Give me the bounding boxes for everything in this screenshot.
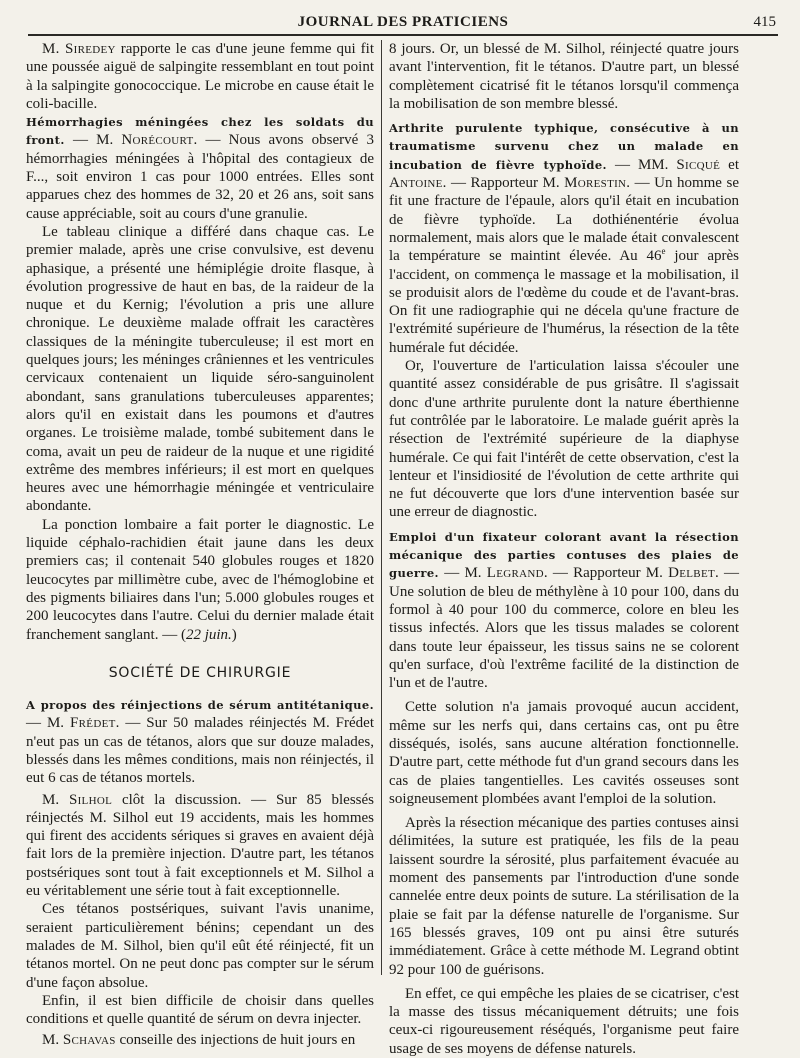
dash: — M. (438, 565, 487, 582)
journal-title: JOURNAL DES PRATICIENS (297, 14, 509, 30)
article-heading: Hémorrhagies méningées chez les soldats du front. (26, 115, 374, 148)
paragraph-text: . — Une solution de bleu de méthylène à 10 pour 100, dans du formol à 40 pour 100 du commerce, colore en bleu les tissus infectés. Alors que les tissus malades se colorent dans toute leur épaisseur, les tissus sains ne se colorent qu'en surface, d'où l'extrême facilité de la distinction de l'un et de l'autre. (389, 565, 739, 692)
paragraph-continuation: 8 jours. Or, un blessé de M. Silhol, réinjecté quatre jours avant l'intervention, fit le tétanos. D'autre part, un blessé complètement cicatrisé fit le tétanos lorsqu'il commença la mobilisation de son membre blessé. (389, 41, 739, 112)
paragraph-enfin: Enfin, il est bien difficile de choisir dans quelles conditions et quelle quantité de sérum on devra injecter. (26, 992, 374, 1028)
author-name: Morestin (564, 175, 627, 192)
section-title: SOCIÉTÉ DE CHIRURGIE (108, 664, 292, 681)
author-name: Antoine (389, 175, 443, 192)
paragraph-tetanos-postseriques: Ces tétanos postsériques, suivant l'avis unanime, seraient particulièrement bénins; cependant un des malades de M. Silhol, bien qu'il eût été réinjecté, fit un tétanos mortel. On ne peut donc pas compter sur le sérum d'une façon absolue. (26, 901, 374, 991)
dash: — M. (64, 132, 122, 149)
superscript: e (661, 246, 666, 257)
paragraph-text: La ponction lombaire a fait porter le diagnostic. Le liquide céphalo-rachidien était jaune dans les deux premiers cas; il contenait 540 globules rouges et 1820 leucocytes par millimètre cube, avec de l'hémoglobine et des pigments biliaires dans l'un; 5.000 globules rouges et 200 leucocytes dans l'autre. Celui du dernier malade était franchement sanglant. — ( (26, 516, 374, 643)
paragraph-resection: Après la résection mécanique des parties contuses ainsi délimitées, la suture est pratiquée, les fils de la peau laissent sourdre la sérosité, plus parfaitement évacuée au moment des pansements par l'introduction d'une sonde cannelée entre deux points de suture. La stérilisation de la plaie se fait par la défense naturelle de l'organisme. Sur 165 blessés graves, 109 ont pu ainsi être suturés immédiatement. Grâce à cette méthode M. Legrand obtint 92 pour 100 de guérisons. (389, 815, 739, 978)
paragraph-arthrite (389, 119, 739, 357)
article-heading: Emploi d'un fixateur colorant avant la résection mécanique des parties contuses des plaies de guerre. (389, 529, 739, 581)
conjunction: et (720, 156, 739, 173)
paragraph-fixateur (389, 528, 739, 693)
dash: — M. (26, 715, 71, 732)
prefix: M. (42, 791, 69, 808)
right-column (389, 40, 739, 1058)
article-heading: A propos des réinjections de sérum antitétanique. (26, 698, 374, 713)
author-name: Frédet (70, 715, 116, 732)
author-name: Schavas (62, 1032, 116, 1049)
left-column (26, 40, 374, 1050)
author-name: Legrand (486, 565, 544, 582)
rapporteur: . — Rapporteur M. (442, 175, 565, 192)
paragraph-en-effet: En effet, ce qui empêche les plaies de se cicatriser, c'est la masse des tissus mécaniquement détruits; une fois ceux-ci rigoureusement réséqués, l'organisme peut faire usage de ses moyens de défense naturels. (389, 985, 739, 1057)
paragraph-text: rapporte le cas d'une jeune femme qui fit une poussée aiguë de salpingite ressemblant en tout point à la salpingite gonococcique. Le microbe en cause était le coli-bacille. (26, 41, 374, 112)
paragraph-ponction (26, 516, 374, 644)
dash: — MM. (606, 156, 677, 173)
paragraph-silhol (26, 791, 374, 901)
author-name: Sicqué (676, 156, 721, 173)
date: 22 juin. (185, 626, 232, 643)
article-heading: Arthrite purulente typhique, consécutive à un traumatisme survenu chez un malade en incubation de fièvre typhoïde. (389, 121, 739, 172)
prefix: M. (42, 1032, 63, 1049)
paragraph-ouverture: Or, l'ouverture de l'articulation laissa s'écouler une quantité assez considérable de pus grisâtre. Il s'agissait donc d'une arthrite purulente dont la nature éberthienne fut contrôlée par le laboratoire. Le malade guérit après la résection de l'extrémité supérieure de la diaphyse humérale. Ce qui fait l'intérêt de cette observation, c'est la lenteur et l'insidiosité de l'évolution de cette arthrite qui ne fut découverte que lors d'une intervention basée sur une erreur de diagnostic. (389, 358, 739, 521)
author-name: Delbet (668, 565, 715, 582)
running-header (28, 12, 778, 36)
paragraph-text: conseille des injections de huit jours en (115, 1032, 356, 1049)
paragraph-text: . — Sur 50 malades réinjectés M. Frédet n'eut pas un cas de tétanos, alors que sur douze malades, blessés dans les mêmes conditions, mais non réinjectés, il eut 6 cas de tétanos mortels. (26, 715, 375, 787)
column-divider (381, 40, 382, 975)
paragraph-frédet (26, 696, 374, 787)
paragraph-schavas (26, 1031, 374, 1049)
page-number: 415 (753, 14, 776, 30)
paragraph-text: . — Un homme se fit une fracture de l'épaule, alors qu'il était en incubation de fièvre typhoïde. La dothiénentérie évolua normalement, mais alors que le malade était convalescent la température se maintint élevée. Au 46 (389, 175, 739, 265)
author-name: M. Siredey (42, 41, 116, 57)
paragraph-text: clôt la discussion. — Sur 85 blessés réinjectés M. Silhol eut 19 accidents, mais les hommes qui firent des accidents sériques si graves en avaient déjà fait lors de la première injection. D'autre part, les tétanos postsériques sont tout à fait exceptionnels et M. Silhol a eu véritablement une série tout à fait exceptionnelle. (26, 791, 375, 900)
paragraph-text: . — Nous avons observé 3 hémorrhagies méningées à l'hôpital des contagieux de F..., soit environ 1 cas pour 1000 entrées. Elles sont apparues chez des hommes de 32, 20 et 26 ans, soit sans cause appréciable, soit au cours d'une granulie. (26, 132, 374, 222)
paragraph-tableau-clinique: Le tableau clinique a différé dans chaque cas. Le premier malade, après une crise convulsive, est devenu aphasique, a présenté une hémiplégie droite flasque, à évolution progressive de haut en bas, de la raideur de la nuque et du Kernig; l'évolution a pris une allure chronique. Le deuxième malade offrait les caractères classiques de la méningite tuberculeuse; il est mort en quelques jours; les méninges crâniennes et les ventricules cervicaux contenaient un liquide séro-sanguinolent abondant, sans granulations tuberculeuses apparentes; alors qu'il en existait dans les poumons et d'autres organes. Le troisième malade, tombé subitement dans le coma, avait un peu de raideur de la nuque et une rigidité extrême des membres inférieurs; il est mort en quelques heures avec une hémorrhagie méningée et ventriculaire abondante. (26, 223, 374, 515)
paragraph-hemorrhagies (26, 113, 374, 223)
paragraph-siredey (26, 40, 374, 113)
author-name: Norécourt (121, 132, 194, 149)
author-name: Silhol (68, 791, 113, 808)
paragraph-text: jour après l'accident, on commença le massage et la mobilisation, il se produisit alors de l'œdème du coude et de l'avant-bras. On fit une radiographie qui ne décela qu'une fracture de l'extrémité supérieure de l'humérus, la résection de la tête humérale fut décidée. (389, 248, 739, 356)
paragraph-solution: Cette solution n'a jamais provoqué aucun accident, même sur les nerfs qui, dans certains cas, ont pu être disséqués, isolés, sans aucune altération fonctionnelle. D'autre part, cette méthode fut d'un grand secours dans les cas de plaies tangentielles. Les cavités osseuses sont soigneusement plombées avant l'emploi de la solution. (389, 699, 739, 807)
paren: ) (231, 626, 237, 643)
rapporteur: . — Rapporteur M. (543, 565, 669, 582)
